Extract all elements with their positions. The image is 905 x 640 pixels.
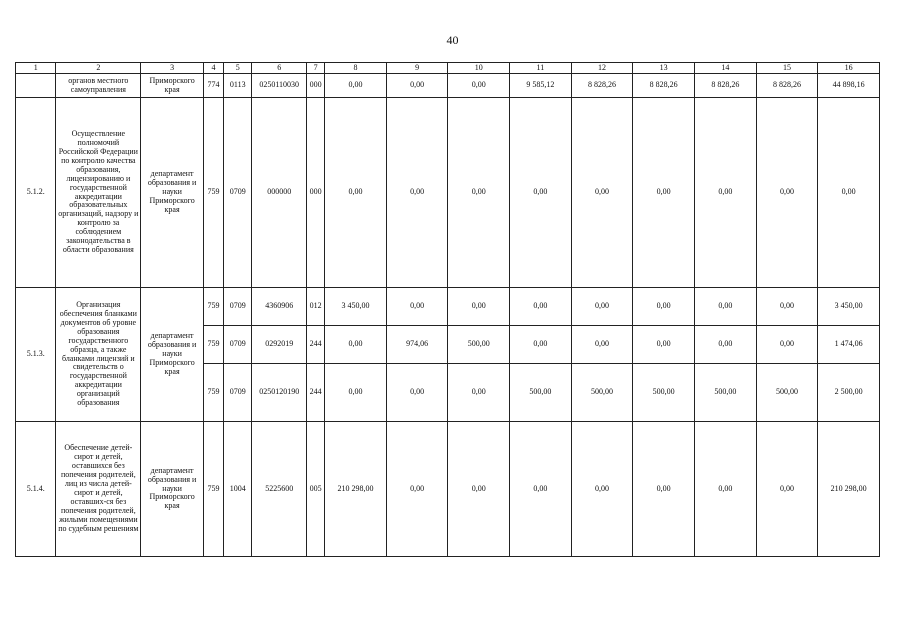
value-cell: 0,00 [386, 74, 448, 98]
value-cell: 0,00 [756, 288, 818, 326]
value-cell: 3 450,00 [325, 288, 387, 326]
cell-col6: 000000 [252, 98, 307, 288]
header-cell: 15 [756, 63, 818, 74]
value-cell: 0,00 [386, 422, 448, 557]
value-cell: 44 898,16 [818, 74, 880, 98]
cell-col5: 0709 [224, 364, 252, 422]
value-cell: 0,00 [386, 288, 448, 326]
value-cell: 0,00 [386, 364, 448, 422]
value-cell: 0,00 [695, 288, 757, 326]
table-row [16, 422, 880, 557]
value-cell: 0,00 [325, 74, 387, 98]
header-cell: 13 [633, 63, 695, 74]
cell-col7: 244 [306, 364, 324, 422]
cell-col6: 5225600 [252, 422, 307, 557]
value-cell: 0,00 [756, 326, 818, 364]
cell-col7: 012 [306, 288, 324, 326]
cell-col5: 0113 [224, 74, 252, 98]
page-number: 40 [446, 33, 459, 47]
value-cell: 210 298,00 [818, 422, 880, 557]
value-cell: 9 585,12 [510, 74, 572, 98]
cell-col6: 0250110030 [252, 74, 307, 98]
value-cell: 2 500,00 [818, 364, 880, 422]
value-cell: 0,00 [386, 98, 448, 288]
header-cell: 3 [141, 63, 204, 74]
value-cell: 500,00 [695, 364, 757, 422]
cell-col7: 005 [306, 422, 324, 557]
header-cell: 8 [325, 63, 387, 74]
row-description: Обеспечение детей-сирот и детей, оставшихся без попечения родителей, лиц из числа детей-сирот и детей, оставших-ся без попечения родителей, жилыми помещениями по судебным решениям [56, 422, 141, 557]
value-cell: 0,00 [325, 326, 387, 364]
cell-col4: 759 [203, 364, 223, 422]
value-cell: 0,00 [325, 98, 387, 288]
value-cell: 8 828,26 [695, 74, 757, 98]
value-cell: 8 828,26 [633, 74, 695, 98]
value-cell: 0,00 [818, 98, 880, 288]
cell-col5: 0709 [224, 326, 252, 364]
value-cell: 3 450,00 [818, 288, 880, 326]
value-cell: 0,00 [510, 288, 572, 326]
value-cell: 0,00 [695, 422, 757, 557]
value-cell: 0,00 [633, 422, 695, 557]
value-cell: 8 828,26 [571, 74, 633, 98]
cell-col4: 759 [203, 422, 223, 557]
cell-col4: 759 [203, 288, 223, 326]
header-cell: 9 [386, 63, 448, 74]
cell-col4: 774 [203, 74, 223, 98]
cell-col5: 1004 [224, 422, 252, 557]
cell-col6: 0250120190 [252, 364, 307, 422]
row-description: Организация обеспечения бланками документов об уровне образования государственного образца, а также бланками лицензий и свидетельств о государственной аккредитации организаций образования [56, 288, 141, 422]
value-cell: 0,00 [510, 326, 572, 364]
value-cell: 500,00 [756, 364, 818, 422]
table-row [16, 98, 880, 288]
value-cell: 500,00 [448, 326, 510, 364]
row-department: департамент образования и науки Приморского края [141, 422, 204, 557]
header-row [16, 63, 880, 74]
header-cell: 16 [818, 63, 880, 74]
value-cell: 0,00 [448, 288, 510, 326]
row-code [16, 74, 56, 98]
value-cell: 0,00 [510, 422, 572, 557]
value-cell: 0,00 [448, 364, 510, 422]
value-cell: 0,00 [633, 326, 695, 364]
budget-table [15, 62, 880, 557]
value-cell: 0,00 [756, 422, 818, 557]
cell-col5: 0709 [224, 288, 252, 326]
header-cell: 12 [571, 63, 633, 74]
value-cell: 500,00 [571, 364, 633, 422]
value-cell: 0,00 [695, 98, 757, 288]
header-cell: 4 [203, 63, 223, 74]
value-cell: 500,00 [633, 364, 695, 422]
cell-col7: 000 [306, 98, 324, 288]
value-cell: 0,00 [756, 98, 818, 288]
cell-col7: 244 [306, 326, 324, 364]
cell-col7: 000 [306, 74, 324, 98]
value-cell: 0,00 [571, 326, 633, 364]
row-department: департамент образования и науки Приморского края [141, 288, 204, 422]
header-cell: 14 [695, 63, 757, 74]
value-cell: 0,00 [633, 288, 695, 326]
table-row [16, 74, 880, 98]
table-row [16, 288, 880, 326]
header-cell: 10 [448, 63, 510, 74]
header-cell: 7 [306, 63, 324, 74]
value-cell: 0,00 [633, 98, 695, 288]
cell-col4: 759 [203, 326, 223, 364]
value-cell: 1 474,06 [818, 326, 880, 364]
cell-col4: 759 [203, 98, 223, 288]
header-cell: 5 [224, 63, 252, 74]
row-department: Приморского края [141, 74, 204, 98]
row-code: 5.1.2. [16, 98, 56, 288]
cell-col6: 0292019 [252, 326, 307, 364]
row-description: Осуществление полномочий Российской Федерации по контролю качества образования, лицензированию и государственной аккредитации образовательных организаций, надзору и контролю за соблюдением законодательства в области образования [56, 98, 141, 288]
row-description: органов местного самоуправления [56, 74, 141, 98]
value-cell: 0,00 [325, 364, 387, 422]
row-department: департамент образования и науки Приморского края [141, 98, 204, 288]
row-code: 5.1.3. [16, 288, 56, 422]
cell-col6: 4360906 [252, 288, 307, 326]
value-cell: 8 828,26 [756, 74, 818, 98]
value-cell: 0,00 [448, 74, 510, 98]
value-cell: 500,00 [510, 364, 572, 422]
value-cell: 0,00 [695, 326, 757, 364]
value-cell: 974,06 [386, 326, 448, 364]
header-cell: 2 [56, 63, 141, 74]
value-cell: 0,00 [510, 98, 572, 288]
header-cell: 11 [510, 63, 572, 74]
value-cell: 0,00 [571, 98, 633, 288]
cell-col5: 0709 [224, 98, 252, 288]
value-cell: 0,00 [448, 98, 510, 288]
value-cell: 0,00 [448, 422, 510, 557]
header-cell: 6 [252, 63, 307, 74]
value-cell: 210 298,00 [325, 422, 387, 557]
header-cell: 1 [16, 63, 56, 74]
value-cell: 0,00 [571, 422, 633, 557]
value-cell: 0,00 [571, 288, 633, 326]
row-code: 5.1.4. [16, 422, 56, 557]
